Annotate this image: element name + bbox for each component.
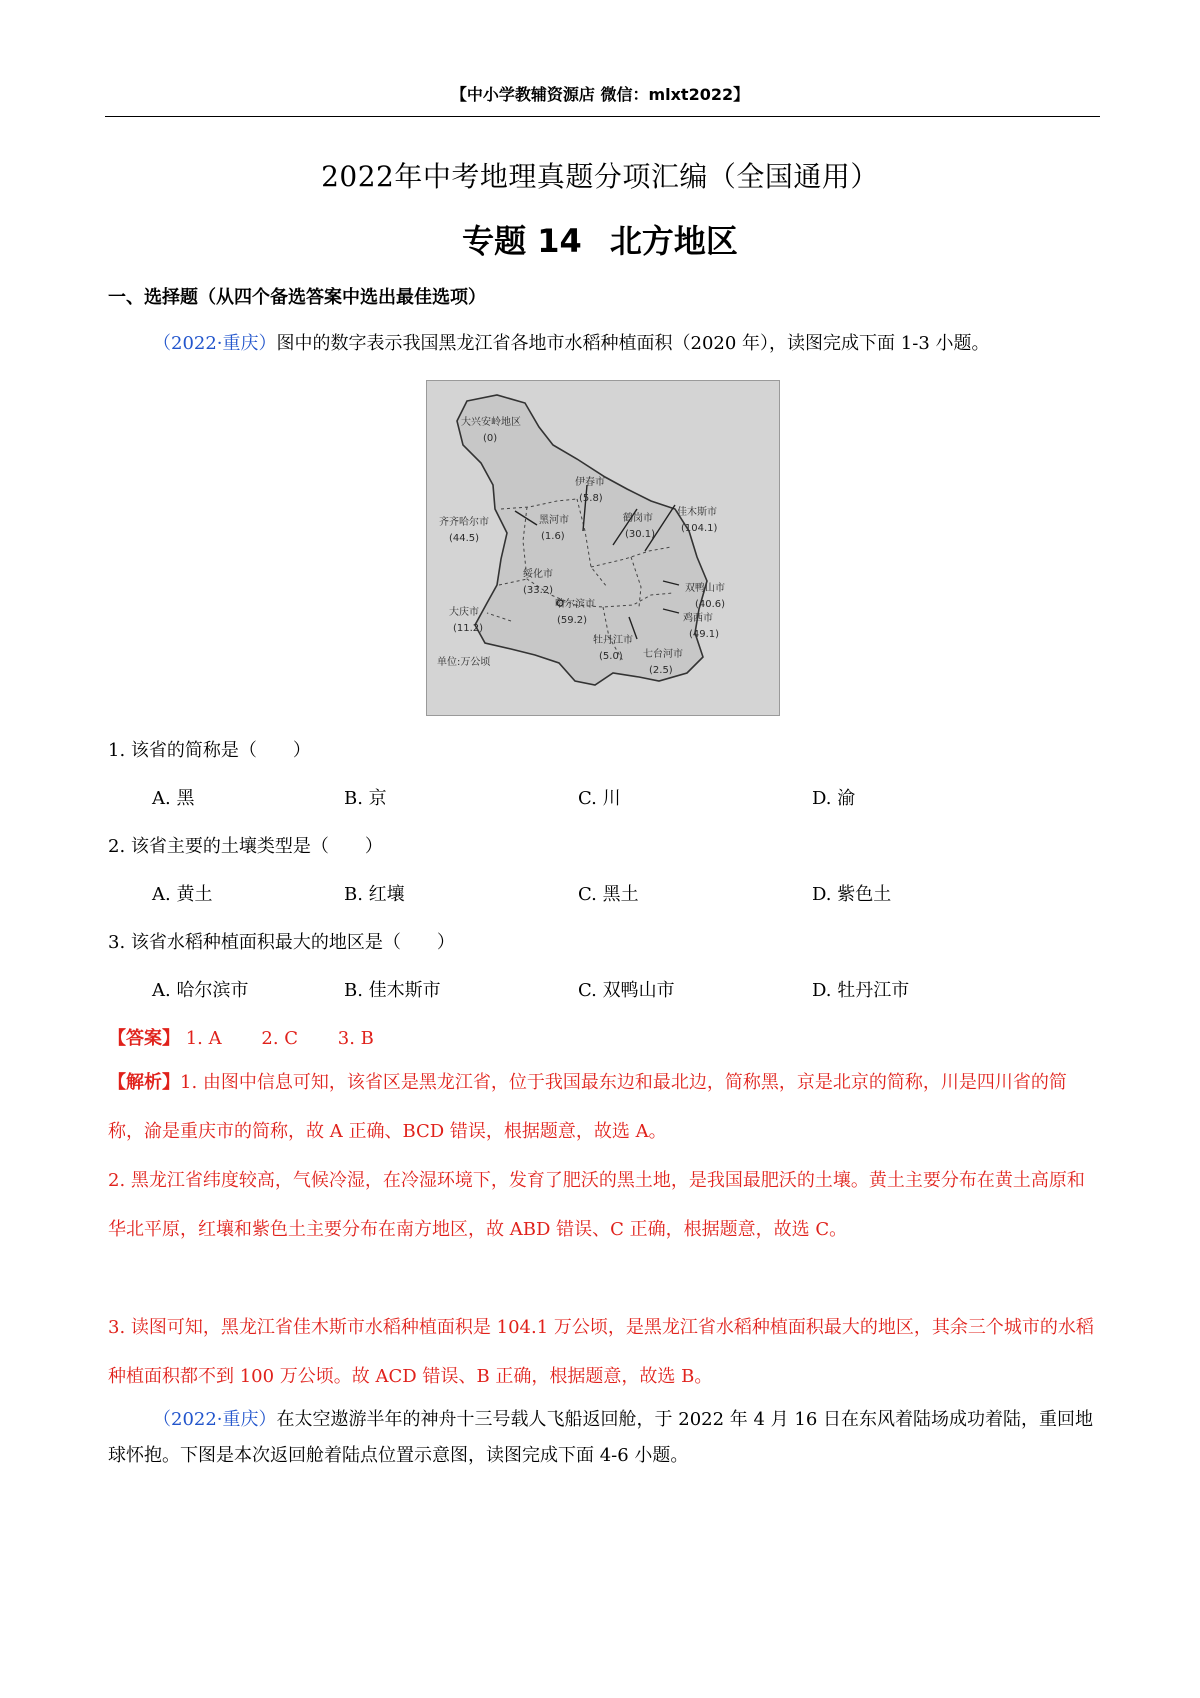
option-a: A. 哈尔滨市 (152, 980, 249, 1001)
map-label-region: 佳木斯市 (677, 507, 717, 518)
map-label-region: 伊春市 (575, 477, 605, 488)
header-note: 【中小学教辅资源店 微信：mlxt2022】 (450, 85, 750, 104)
question-group-intro-1 (108, 326, 1098, 362)
question-source: （2022·重庆） (153, 1409, 277, 1430)
map-label-value: (49.1) (689, 629, 720, 640)
document-subtitle (0, 216, 1200, 262)
question-source: （2022·重庆） (153, 333, 277, 354)
map-label-region: 大兴安岭地区 (461, 417, 521, 428)
map-label-value: (33.2) (523, 585, 554, 596)
map-label-region: 齐齐哈尔市 (439, 517, 489, 528)
answer-key (108, 1024, 408, 1050)
question-group-text: 图中的数字表示我国黑龙江省各地市水稻种植面积（2020 年），读图完成下面 1-3 小题。 (276, 333, 990, 354)
map-label-value: (40.6) (695, 599, 726, 610)
map-unit-label: 单位:万公顷 (437, 657, 491, 668)
heilongjiang-map (426, 380, 780, 716)
option-b: B. 佳木斯市 (344, 980, 441, 1001)
analysis-paragraph-2: 2. 黑龙江省纬度较高，气候冷湿，在冷湿环境下，发育了肥沃的黑土地，是我国最肥沃的土壤。黄土主要分布在黄土高原和华北平原，红壤和紫色土主要分布在南方地区，故 ABD 错误、C 正确，根据题意，故选 C。 (108, 1170, 1085, 1240)
question-group-intro-2 (108, 1402, 1098, 1474)
map-label-region: 双鸭山市 (685, 583, 725, 594)
map-label-value: (59.2) (557, 615, 588, 626)
map-label-region: 牡丹江市 (593, 635, 633, 646)
map-label-value: (5.8) (579, 493, 603, 504)
answer-item: 2. C (261, 1028, 299, 1049)
answer-item: 3. B (337, 1028, 374, 1049)
map-label-value: (5.0) (599, 651, 623, 662)
map-label-value: (1.6) (541, 531, 565, 542)
map-label-region: 鸡西市 (683, 613, 713, 624)
answer-label: 【答案】 (108, 1028, 180, 1049)
section-heading: 一、选择题（从四个备选答案中选出最佳选项） (108, 287, 486, 308)
topic-name: 北方地区 (609, 222, 738, 260)
option-a: A. 黑 (152, 788, 195, 809)
topic-number: 专题 14 (462, 222, 582, 260)
header-divider (105, 116, 1100, 117)
map-label-region: 七台河市 (643, 649, 683, 660)
map-label-region: 绥化市 (523, 569, 553, 580)
map-labels (427, 381, 779, 715)
option-a: A. 黄土 (152, 884, 213, 905)
option-c: C. 黑土 (578, 884, 639, 905)
question-group-text: 在太空遨游半年的神舟十三号载人飞船返回舱，于 2022 年 4 月 16 日在东风着陆场成功着陆，重回地球怀抱。下图是本次返回舱着陆点位置示意图，读图完成下面 4-6 小题。 (108, 1409, 1094, 1466)
map-label-value: (2.5) (649, 665, 673, 676)
option-d: D. 牡丹江市 (812, 980, 910, 1001)
question-1-stem: 1. 该省的简称是（ ） (108, 740, 311, 761)
analysis-text: 1. 由图中信息可知，该省区是黑龙江省，位于我国最东边和最北边，简称黑，京是北京的简称，川是四川省的简称，渝是重庆市的简称，故 A 正确、BCD 错误，根据题意，故选 A。 (108, 1072, 1067, 1142)
map-label-value: (0) (483, 433, 498, 444)
option-d: D. 紫色土 (812, 884, 892, 905)
map-label-value: (104.1) (681, 523, 718, 534)
map-label-region: 鹤岗市 (623, 513, 653, 524)
document-title: 2022年中考地理真题分项汇编（全国通用） (321, 160, 879, 193)
map-label-region: 黑河市 (539, 515, 569, 526)
map-label-region: 大庆市 (449, 607, 479, 618)
answer-item: 1. A (185, 1028, 222, 1049)
option-c: C. 川 (578, 788, 621, 809)
option-d: D. 渝 (812, 788, 856, 809)
analysis-label: 【解析】 (108, 1072, 180, 1093)
map-label-value: (30.1) (625, 529, 656, 540)
option-c: C. 双鸭山市 (578, 980, 675, 1001)
analysis-paragraph-1 (108, 1058, 1098, 1156)
question-2-stem: 2. 该省主要的土壤类型是（ ） (108, 836, 383, 857)
map-label-region: 哈尔滨市 (555, 599, 595, 610)
map-label-value: (44.5) (449, 533, 480, 544)
option-b: B. 京 (344, 788, 387, 809)
analysis-paragraph-3: 3. 读图可知，黑龙江省佳木斯市水稻种植面积是 104.1 万公顷，是黑龙江省水稻种植面积最大的地区，其余三个城市的水稻种植面积都不到 100 万公顷。故 ACD 错误、B 正确，根据题意，故选 B。 (108, 1317, 1094, 1387)
option-b: B. 红壤 (344, 884, 405, 905)
question-3-stem: 3. 该省水稻种植面积最大的地区是（ ） (108, 932, 455, 953)
map-label-value: (11.2) (453, 623, 484, 634)
